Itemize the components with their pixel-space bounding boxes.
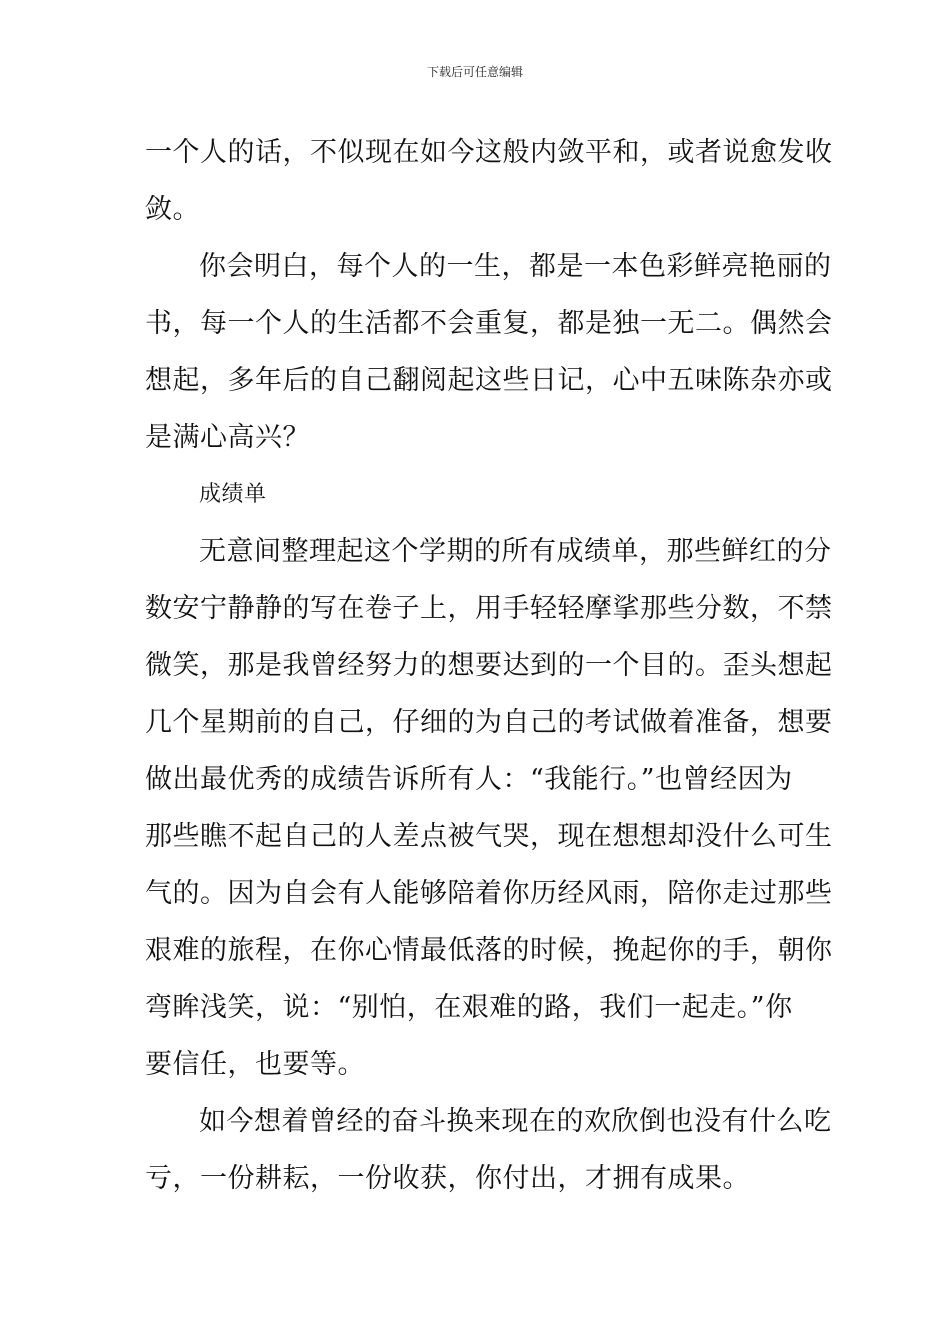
- text-line: 几个星期前的自己，仔细的为自己的考试做着准备，想要: [145, 707, 833, 738]
- text-line: 一个人的话，不似现在如今这般内敛平和，或者说愈发收: [145, 137, 833, 168]
- text-line: 敛。: [145, 194, 200, 225]
- paragraph-start-line: 如今想着曾经的奋斗换来现在的欢欣倒也没有什么吃: [199, 1106, 832, 1137]
- page-header: 下载后可任意编辑: [426, 65, 523, 79]
- text-line: 是满心高兴？: [145, 422, 310, 453]
- paragraph-start-line: 无意间整理起这个学期的所有成绩单，那些鲜红的分: [199, 536, 832, 567]
- text-line: 亏，一份耕耘，一份收获，你付出，才拥有成果。: [145, 1163, 750, 1194]
- text-line: 气的。因为自会有人能够陪着你历经风雨，陪你走过那些: [145, 878, 833, 909]
- text-line: 做出最优秀的成绩告诉所有人：“我能行。”也曾经因为: [145, 764, 793, 795]
- text-line: 想起，多年后的自己翻阅起这些日记，心中五味陈杂亦或: [145, 365, 833, 396]
- text-line: 数安宁静静的写在卷子上，用手轻轻摩挲那些分数，不禁: [145, 593, 833, 624]
- text-line: 要信任，也要等。: [145, 1049, 365, 1080]
- paragraph-start-line: 你会明白，每个人的一生，都是一本色彩鲜亮艳丽的: [199, 251, 832, 282]
- section-heading: 成绩单: [199, 482, 267, 507]
- document-body: [145, 124, 833, 1207]
- text-line: 弯眸浅笑，说：“别怕，在艰难的路，我们一起走。”你: [145, 992, 793, 1023]
- text-line: 艰难的旅程，在你心情最低落的时候，挽起你的手，朝你: [145, 935, 833, 966]
- text-line: 那些瞧不起自己的人差点被气哭，现在想想却没什么可生: [145, 821, 833, 852]
- text-line: 书，每一个人的生活都不会重复，都是独一无二。偶然会: [145, 308, 833, 339]
- text-line: 微笑，那是我曾经努力的想要达到的一个目的。歪头想起: [145, 650, 833, 681]
